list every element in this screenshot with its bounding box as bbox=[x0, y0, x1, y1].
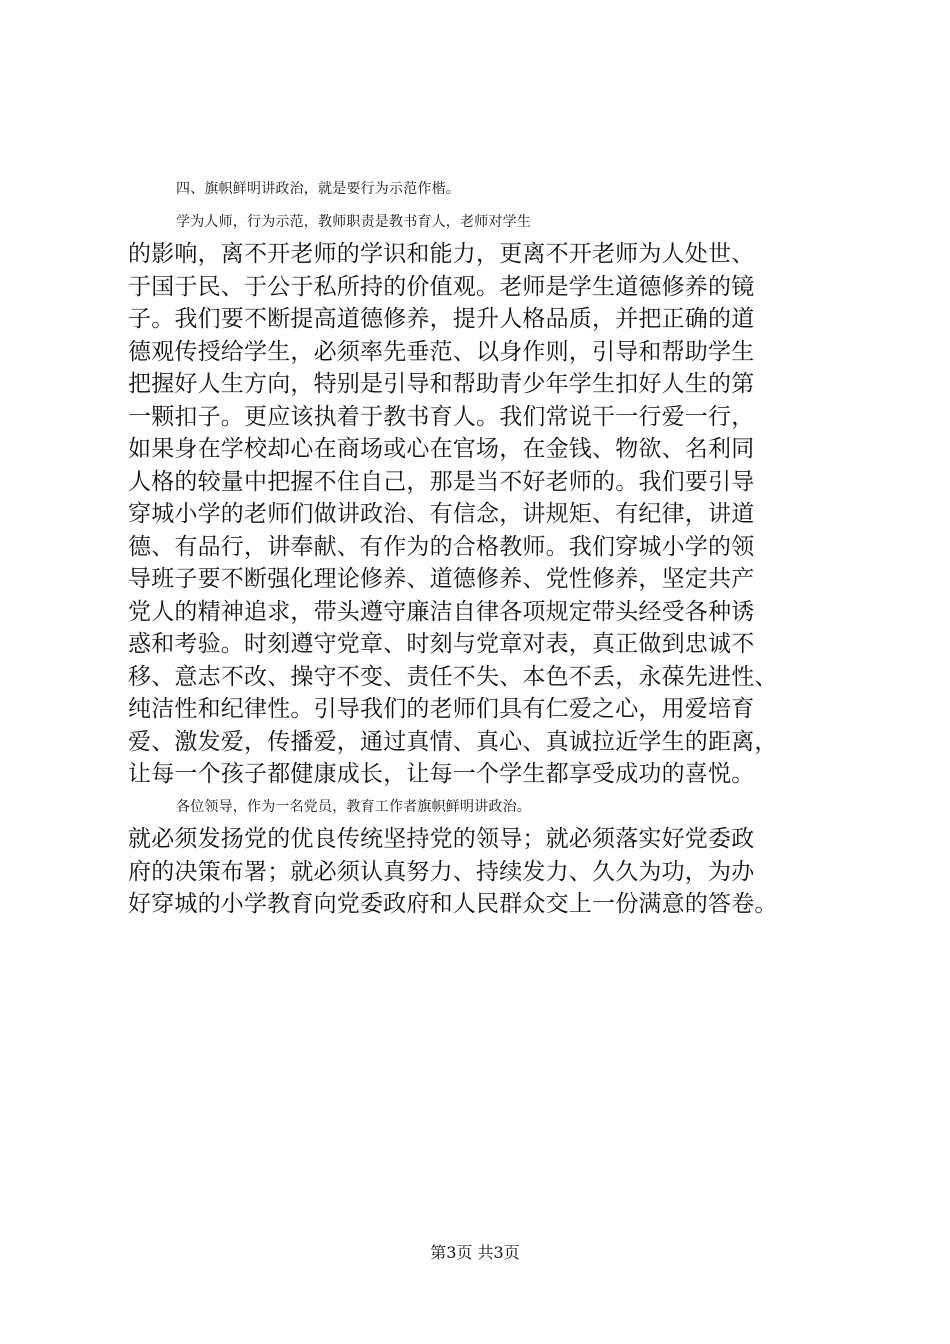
text-line: 让每一个孩子都健康成长，让每一个学生都享受成功的喜悦。 bbox=[128, 761, 755, 787]
text-line: 纯洁性和纪律性。引导我们的老师们具有仁爱之心，用爱培育 bbox=[128, 696, 755, 722]
text-line: 党人的精神追求，带头遵守廉洁自律各项规定带头经受各种诱 bbox=[128, 598, 755, 625]
text-line: 一颗扣子。更应该执着于教书育人。我们常说干一行爱一行， bbox=[128, 403, 755, 430]
text-line: 导班子要不断强化理论修养、道德修养、党性修养，坚定共产 bbox=[128, 566, 755, 592]
text-line: 好穿城的小学教育向党委政府和人民群众交上一份满意的答卷。 bbox=[128, 891, 778, 917]
text-line: 四、旗帜鲜明讲政治，就是要行为示范作楷。 bbox=[176, 181, 460, 197]
text-line: 惑和考验。时刻遵守党章、时刻与党章对表，真正做到忠诚不 bbox=[128, 631, 755, 657]
text-line: 德观传授给学生，必须率先垂范、以身作则，引导和帮助学生 bbox=[128, 338, 755, 365]
text-line: 就必须发扬党的优良传统坚持党的领导；就必须落实好党委政 bbox=[128, 826, 755, 852]
text-line: 子。我们要不断提高道德修养，提升人格品质，并把正确的道 bbox=[128, 306, 755, 332]
text-line: 于国于民、于公于私所持的价值观。老师是学生道德修养的镜 bbox=[128, 273, 755, 300]
text-line: 学为人师，行为示范，教师职责是教书育人，老师对学生 bbox=[176, 213, 531, 230]
text-line: 穿城小学的老师们做讲政治、有信念，讲规矩、有纪律，讲道 bbox=[128, 501, 755, 527]
document-body bbox=[128, 173, 828, 921]
text-line: 如果身在学校却心在商场或心在官场，在金钱、物欲、名利同 bbox=[128, 436, 755, 462]
page-footer: 第3页 共3页 bbox=[430, 1243, 520, 1262]
text-line: 各位领导，作为一名党员，教育工作者旗帜鲜明讲政治。 bbox=[176, 798, 531, 815]
text-line: 府的决策布署；就必须认真努力、持续发力、久久为功，为办 bbox=[128, 858, 755, 885]
text-line: 人格的较量中把握不住自己，那是当不好老师的。我们要引导 bbox=[128, 468, 755, 495]
text-line: 把握好人生方向，特别是引导和帮助青少年学生扣好人生的第 bbox=[128, 371, 755, 397]
text-line: 移、意志不改、操守不变、责任不失、本色不丢，永葆先进性、 bbox=[128, 663, 778, 690]
text-line: 德、有品行，讲奉献、有作为的合格教师。我们穿城小学的领 bbox=[128, 533, 755, 560]
text-line: 爱、激发爱，传播爱，通过真情、真心、真诚拉近学生的距离， bbox=[128, 728, 778, 755]
text-line: 的影响，离不开老师的学识和能力，更离不开老师为人处世、 bbox=[128, 241, 755, 267]
